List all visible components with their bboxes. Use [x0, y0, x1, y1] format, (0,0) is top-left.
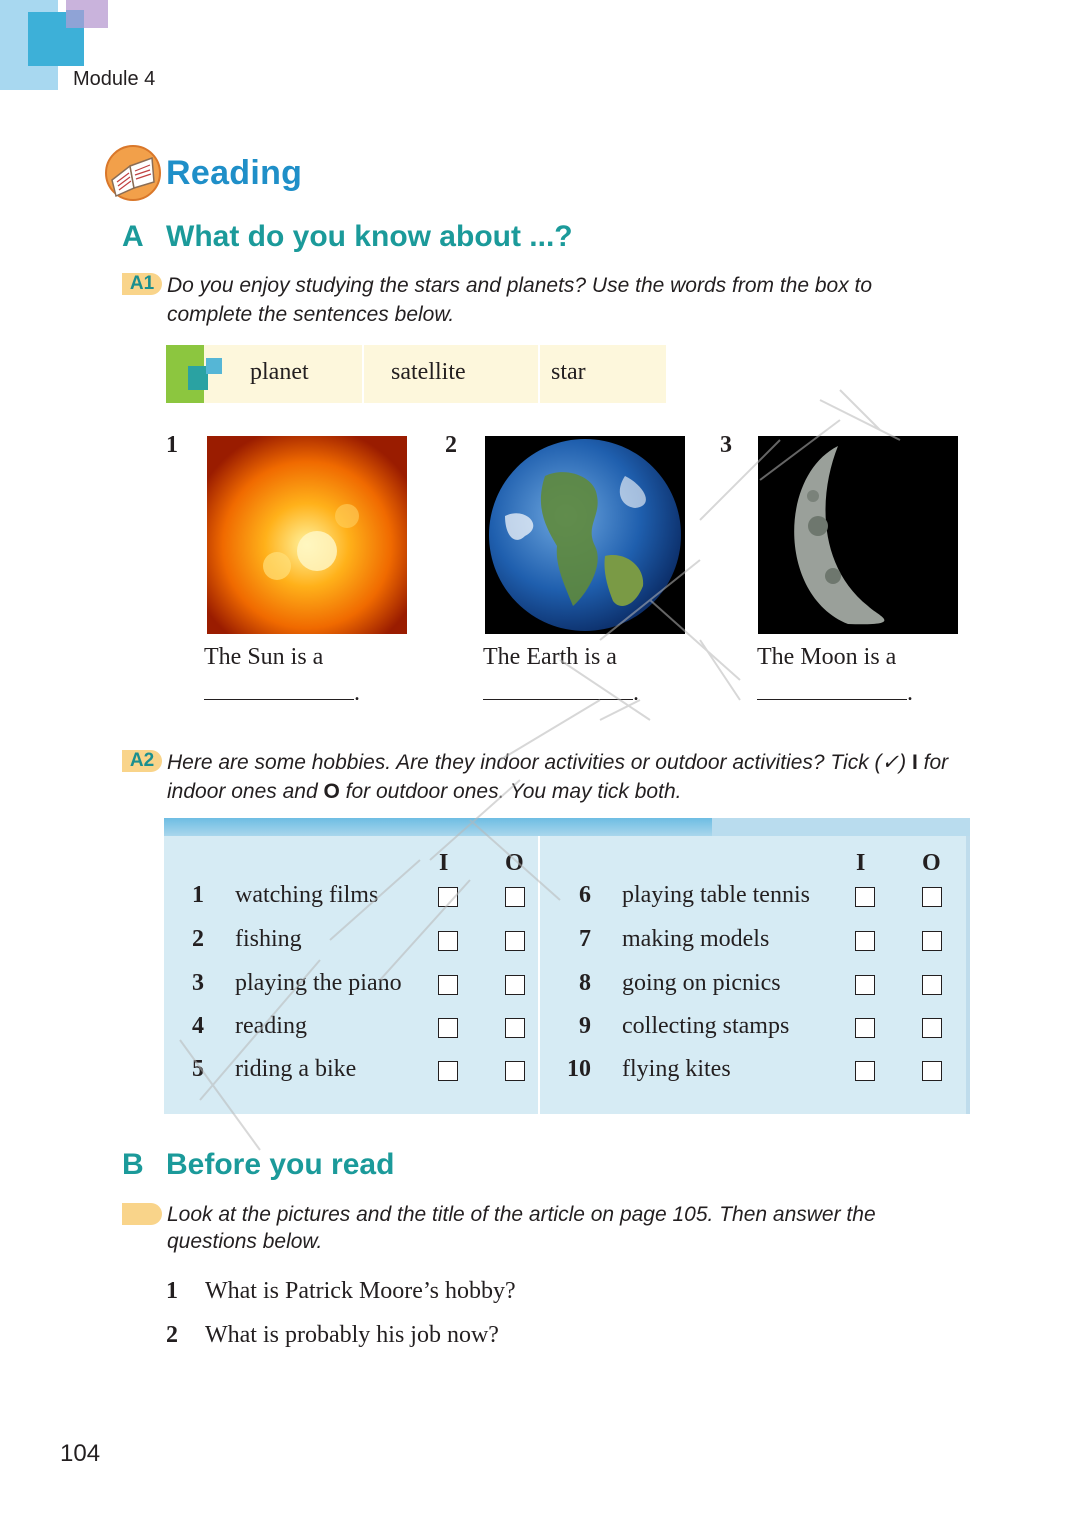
indoor-checkbox[interactable]	[855, 975, 875, 995]
full-stop: .	[633, 680, 639, 706]
b-instruction-line: questions below.	[167, 1230, 323, 1253]
answer-blank[interactable]	[757, 699, 907, 700]
hobby-table-header-bar	[712, 818, 970, 836]
book-icon	[104, 144, 162, 202]
picture-caption: The Moon is a	[757, 644, 897, 670]
column-header-indoor: I	[856, 850, 866, 876]
table-row-number: 3	[192, 970, 204, 996]
answer-blank[interactable]	[483, 699, 633, 700]
answer-blank[interactable]	[204, 699, 354, 700]
table-row-number: 9	[579, 1013, 591, 1039]
picture-number: 1	[166, 432, 178, 458]
hobby-label: collecting stamps	[622, 1013, 790, 1039]
b-tag	[122, 1203, 162, 1225]
indoor-checkbox[interactable]	[438, 887, 458, 907]
indoor-checkbox[interactable]	[438, 931, 458, 951]
hobby-table-edge	[966, 836, 970, 1114]
column-header-outdoor: O	[922, 850, 941, 876]
outdoor-checkbox[interactable]	[922, 931, 942, 951]
picture-caption: The Sun is a	[204, 644, 324, 670]
picture-number: 3	[720, 432, 732, 458]
indoor-checkbox[interactable]	[855, 1061, 875, 1081]
a1-tag: A1	[122, 273, 162, 295]
full-stop: .	[907, 680, 913, 706]
hobby-label: fishing	[235, 926, 302, 952]
full-stop: .	[354, 680, 360, 706]
outdoor-checkbox[interactable]	[922, 1018, 942, 1038]
a1-instruction-line: complete the sentences below.	[167, 303, 455, 326]
hobby-label: playing the piano	[235, 970, 402, 996]
word-box-accent	[206, 358, 222, 374]
column-header-indoor: I	[439, 850, 449, 876]
earth-image	[485, 436, 685, 634]
page-number: 104	[60, 1440, 101, 1467]
outdoor-checkbox[interactable]	[505, 931, 525, 951]
reading-title: Reading	[166, 154, 303, 192]
outdoor-checkbox[interactable]	[505, 1061, 525, 1081]
sun-image	[207, 436, 407, 634]
hobby-label: flying kites	[622, 1056, 731, 1082]
table-row-number: 10	[567, 1056, 591, 1082]
a2-text: indoor ones and	[167, 780, 324, 803]
word-box-divider	[362, 345, 364, 403]
table-row-number: 5	[192, 1056, 204, 1082]
table-row-number: 6	[579, 882, 591, 908]
b-instruction	[167, 1201, 876, 1255]
a1-instruction-line: Do you enjoy studying the stars and planets? Use the words from the box to	[167, 274, 873, 297]
picture-caption: The Earth is a	[483, 644, 617, 670]
word-box-divider	[538, 345, 540, 403]
outdoor-checkbox[interactable]	[922, 975, 942, 995]
a2-tag: A2	[122, 750, 162, 772]
table-row-number: 7	[579, 926, 591, 952]
a2-text: for outdoor ones. You may tick both.	[339, 780, 682, 803]
moon-image	[758, 436, 958, 634]
picture-number: 2	[445, 432, 457, 458]
a2-instruction-line	[167, 748, 948, 777]
outdoor-checkbox[interactable]	[922, 1061, 942, 1081]
module-label: Module 4	[73, 68, 156, 90]
word-box-accent	[188, 366, 208, 390]
outdoor-checkbox[interactable]	[505, 887, 525, 907]
indoor-checkbox[interactable]	[855, 1018, 875, 1038]
indoor-checkbox[interactable]	[438, 1018, 458, 1038]
a1-instruction	[167, 271, 872, 329]
indoor-checkbox[interactable]	[438, 1061, 458, 1081]
word-box-word: star	[551, 359, 586, 385]
word-box-word: satellite	[391, 359, 466, 385]
hobby-label: watching films	[235, 882, 379, 908]
indoor-checkbox[interactable]	[438, 975, 458, 995]
question-number: 2	[166, 1322, 178, 1348]
table-row-number: 4	[192, 1013, 204, 1039]
a2-instruction-line	[167, 777, 948, 806]
hobby-label: reading	[235, 1013, 307, 1039]
hobby-table-divider	[538, 836, 540, 1114]
a2-key-i: I	[911, 751, 918, 774]
section-b-letter: B	[122, 1148, 144, 1181]
outdoor-checkbox[interactable]	[505, 975, 525, 995]
word-box-word: planet	[250, 359, 309, 385]
a2-instruction	[167, 748, 948, 806]
hobby-label: playing table tennis	[622, 882, 810, 908]
table-row-number: 2	[192, 926, 204, 952]
indoor-checkbox[interactable]	[855, 931, 875, 951]
outdoor-checkbox[interactable]	[922, 887, 942, 907]
a2-key-o: O	[323, 780, 340, 803]
table-row-number: 8	[579, 970, 591, 996]
table-row-number: 1	[192, 882, 204, 908]
question-number: 1	[166, 1278, 178, 1304]
section-a-letter: A	[122, 220, 144, 253]
hobby-label: riding a bike	[235, 1056, 357, 1082]
a2-text: for	[917, 751, 949, 774]
column-header-outdoor: O	[505, 850, 524, 876]
section-a-title: What do you know about ...?	[166, 220, 573, 253]
indoor-checkbox[interactable]	[855, 887, 875, 907]
b-instruction-line: Look at the pictures and the title of the article on page 105. Then answer the	[167, 1203, 876, 1226]
header-decoration-block	[66, 10, 84, 28]
hobby-label: going on picnics	[622, 970, 781, 996]
section-b-title: Before you read	[166, 1148, 395, 1181]
outdoor-checkbox[interactable]	[505, 1018, 525, 1038]
question-text: What is probably his job now?	[205, 1322, 499, 1348]
question-text: What is Patrick Moore’s hobby?	[205, 1278, 516, 1304]
hobby-label: making models	[622, 926, 770, 952]
a2-text: Here are some hobbies. Are they indoor activities or outdoor activities? Tick (✓)	[167, 751, 912, 774]
